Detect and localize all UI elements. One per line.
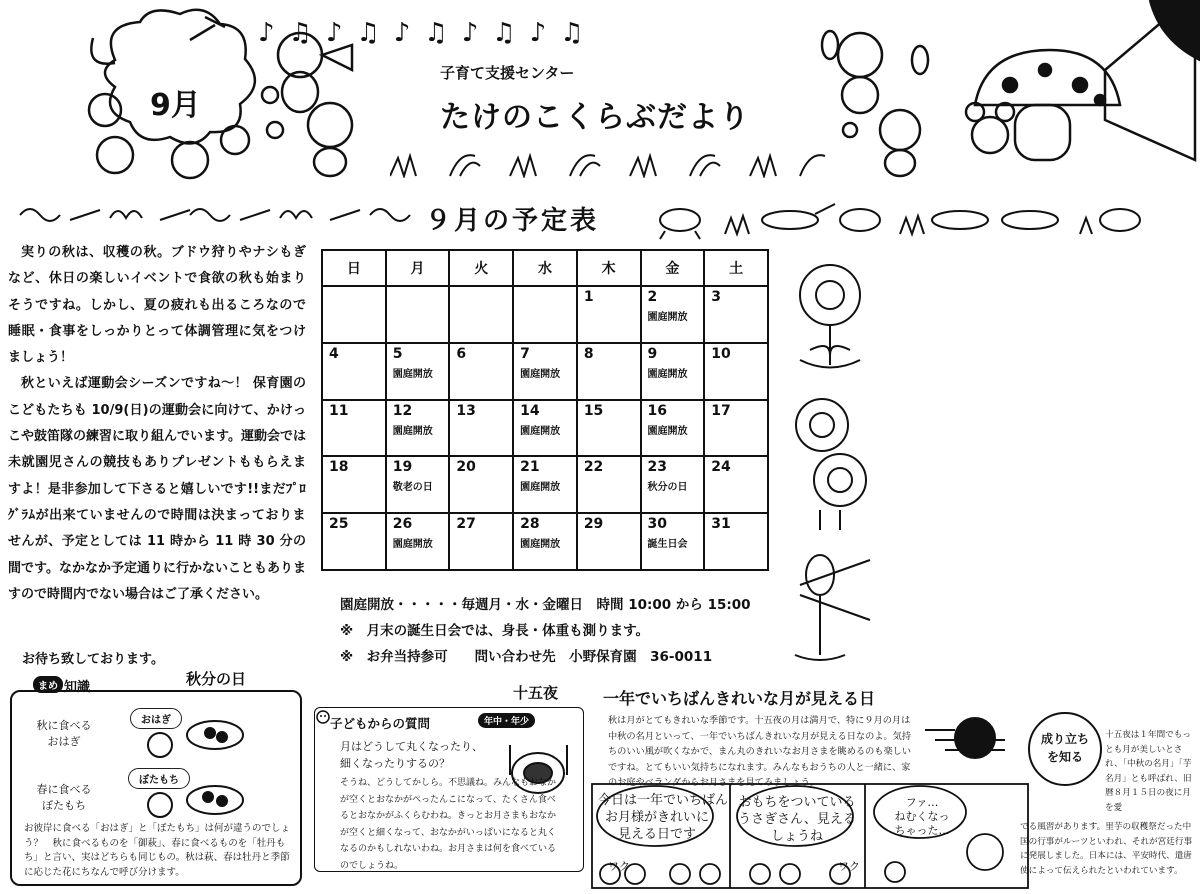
calendar-day-cell <box>577 286 641 343</box>
day-number: 2 <box>647 289 658 305</box>
comic-sfx: ワク <box>838 860 860 873</box>
origin-badge: 成り立ち を知る <box>1028 712 1102 786</box>
day-event: 園庭開放 <box>647 368 688 380</box>
origin-text: 十五夜は１年間でもっとも月が美しいとされ、「中秋の名月」「芋名月」とも呼ばれ、旧暦８月１５日の夜に月を愛 <box>1105 730 1192 813</box>
calendar-day-cell <box>449 513 513 570</box>
calendar-day-cell <box>386 400 450 457</box>
bug-decoration-right <box>650 196 1190 240</box>
calendar-day-cell <box>386 456 450 513</box>
question-badge: 年中・年少 <box>478 713 535 728</box>
speech-bubble-ohagi: おはぎ <box>130 708 182 729</box>
september-calendar <box>321 249 769 571</box>
calendar-day-cell <box>513 343 577 400</box>
comic-speech-1: 今日は一年でいちばん お月様がきれいに 見える日です <box>598 793 729 842</box>
day-number: 7 <box>520 345 530 362</box>
comic-speech-3: ファ… ねむくなっ ちゃった… <box>894 796 950 837</box>
calendar-day-cell <box>641 456 705 513</box>
calendar-week-row <box>322 343 768 400</box>
calendar-week-row <box>322 286 768 343</box>
day-event: 園庭開放 <box>520 539 561 551</box>
grass-decoration <box>390 148 830 178</box>
calendar-day-cell <box>322 400 386 457</box>
day-number: 27 <box>456 516 476 533</box>
music-notes: ♪♫♪♫♪♫♪♫♪♫ <box>258 18 598 48</box>
intro-paragraph-1: 実りの秋は、収穫の秋。ブドウ狩りやナシもぎなど、休日の楽しいイベントで食欲の秋も始まりそうですね。しかし、夏の疲れも出るころなので睡眠・食事をしっかりとって体調管理に気をつけましょう！ <box>8 245 306 366</box>
schedule-title: ９月の予定表 <box>425 206 600 236</box>
weekday-header: 金 <box>641 250 705 286</box>
day-event: 園庭開放 <box>392 425 433 437</box>
calendar-day-cell <box>577 343 641 400</box>
calendar-day-cell <box>386 286 450 343</box>
day-number: 17 <box>711 402 731 419</box>
day-number: 16 <box>647 402 667 419</box>
calendar-day-cell <box>449 286 513 343</box>
calendar-day-cell <box>641 513 705 570</box>
calendar-day-cell <box>449 456 513 513</box>
calendar-day-cell <box>577 400 641 457</box>
day-number: 15 <box>583 402 604 419</box>
calendar-day-cell <box>513 286 577 343</box>
day-number: 8 <box>583 345 594 362</box>
day-number: 19 <box>392 459 413 476</box>
speech-bubble-botamochi: ぼたもち <box>128 768 190 789</box>
knowledge-label: 知識 <box>64 680 91 695</box>
autumn-food-label: 秋に食べる おはぎ <box>36 719 92 748</box>
calendar-day-cell <box>577 513 641 570</box>
day-number: 14 <box>520 402 540 419</box>
calendar-day-cell <box>386 513 450 570</box>
comic-speech-2: おもちをついている うさぎさん、見える しょうね <box>738 795 856 844</box>
day-number: 11 <box>329 402 349 419</box>
day-event: 敬老の日 <box>392 482 433 494</box>
day-number: 31 <box>711 516 731 533</box>
ohagi-illustration <box>130 705 300 820</box>
day-number: 24 <box>711 459 731 476</box>
ribbon-decoration-left <box>10 200 420 230</box>
moon-title: 一年でいちばんきれいな月が見える日 <box>603 689 876 708</box>
calendar-day-cell <box>641 400 705 457</box>
newsletter-title: たけのこくらぶだより <box>440 100 750 135</box>
calendar-day-cell <box>704 513 768 570</box>
calendar-day-cell <box>449 343 513 400</box>
calendar-day-cell <box>386 343 450 400</box>
day-number: 26 <box>392 516 413 533</box>
day-event: 園庭開放 <box>647 425 688 437</box>
day-number: 23 <box>647 459 667 476</box>
intro-paragraph-2: 秋といえば運動会シーズンですね～！ 保育園のこどもたちも 10/9(日)の運動会に向けて、かけっこや鼓笛隊の練習に取り組んでいます。運動会では未就園児さんの競技もありプレゼントももらえますよ！是非参加して下さると嬉しいです!!まだﾌﾟﾛｸﾞﾗﾑが出来ていませんので時間は決まっておりませんが、予定としては 11 時から 11 時 30 分の間です。なかなか予定通りに行かないこともありますので時間内でない場合はご了承ください。 <box>8 376 306 602</box>
day-event: 園庭開放 <box>520 425 561 437</box>
origin-text-continued: でる風習があります。里芋の収穫祭だった中国の行事がルーツといわれ、それが宮廷行事に発展しました。日本には、平安時代、遣唐使によって伝えられたといわれています。 <box>1020 822 1193 876</box>
schedule-note: ※ 月末の誕生日会では、身長・体重も測ります。 <box>340 623 650 639</box>
knowledge-note: お彼岸に食べる「おはぎ」と「ぼたもち」は何が違うのでしょう？ 秋に食べるものを「御萩」、春に食べるものを「牡丹もち」と言い、実はどちらも同じもの。秋は萩、春は牡丹と季節に応じた花にちなんで呼び分けます。 <box>24 823 291 878</box>
moon-description: 秋は月がとてもきれいな季節です。十五夜の月は満月で、特に９月の月は中秋の名月といって、一年でいちばんきれいな月が見える日なのよ。気持ちのいい風が吹くなかで、まん丸のきれいなお月さまを眺めるのも楽しいですね。とてもいい気持ちになれます。みんなもおうちの人と一緒に、家のお庭やベランダからお月さまを見てみましょう。 <box>608 715 912 788</box>
schedule-note: 園庭開放・・・・・毎週月・水・金曜日 時間 10:00 から 15:00 <box>340 597 751 613</box>
calendar-week-row <box>322 400 768 457</box>
day-number: 3 <box>711 289 721 305</box>
flower-illustrations <box>780 255 890 675</box>
day-number: 13 <box>456 402 476 419</box>
knowledge-badge: まめ <box>33 676 63 693</box>
weekday-header: 土 <box>704 250 768 286</box>
day-number: 25 <box>329 516 349 533</box>
weekday-header: 木 <box>577 250 641 286</box>
calendar-day-cell <box>513 400 577 457</box>
center-name: 子育て支援センター <box>440 64 575 82</box>
schedule-note: ※ お弁当持参可 問い合わせ先 小野保育園 36-0011 <box>340 649 713 665</box>
weekday-header: 火 <box>449 250 513 286</box>
day-number: 20 <box>456 459 476 476</box>
calendar-day-cell <box>322 343 386 400</box>
calendar-day-cell <box>577 456 641 513</box>
calendar-week-row <box>322 513 768 570</box>
schedule-notes <box>340 592 751 670</box>
weekday-header-row <box>322 250 768 286</box>
day-number: 4 <box>329 345 339 362</box>
day-event: 園庭開放 <box>392 368 433 380</box>
spring-food-label: 春に食べる ぼたもち <box>36 783 92 812</box>
day-event: 園庭開放 <box>520 368 561 380</box>
day-event: 園庭開放 <box>392 539 433 551</box>
question-answer: そうね、どうしてかしら。不思議ね。みんなもおなかが空くとおなかがぺったんこになって、たくさん食べるとおなかがふくらむわね。きっとお月さまもおなかが空くと細くなって、おなかがいっぱいになると丸くなるのかもしれないわね。お月さまは何を食べているのでしょうね。 <box>340 778 557 871</box>
weekday-header: 月 <box>386 250 450 286</box>
calendar-day-cell <box>641 286 705 343</box>
day-number: 1 <box>583 289 594 305</box>
day-number: 12 <box>392 402 413 419</box>
comic-sfx: ワク <box>608 860 630 873</box>
weekday-header: 水 <box>513 250 577 286</box>
day-event: 秋分の日 <box>647 482 688 494</box>
calendar-week-row <box>322 456 768 513</box>
calendar-day-cell <box>704 343 768 400</box>
question-header: 子どもからの質問 <box>330 716 431 731</box>
child-question: 月はどうして丸くなったり、 細くなったりするの？ <box>340 740 483 770</box>
day-event: 誕生日会 <box>647 539 688 551</box>
month-label: 9月 <box>150 88 201 123</box>
calendar-day-cell <box>704 286 768 343</box>
calendar-day-cell <box>322 513 386 570</box>
day-event: 園庭開放 <box>520 482 561 494</box>
calendar-day-cell <box>322 456 386 513</box>
calendar-day-cell <box>513 456 577 513</box>
day-number: 29 <box>583 516 604 533</box>
day-number: 6 <box>456 345 467 362</box>
day-number: 18 <box>329 459 349 476</box>
day-number: 22 <box>583 459 604 476</box>
jugoya-heading: 十五夜 <box>513 684 559 702</box>
closing-line: お待ち致しております。 <box>22 652 164 667</box>
day-number: 30 <box>647 516 667 533</box>
day-number: 9 <box>647 345 658 362</box>
smiley-icon <box>316 710 330 724</box>
moon-cloud-illustration <box>925 710 1025 770</box>
day-number: 5 <box>392 345 403 362</box>
day-number: 28 <box>520 516 540 533</box>
calendar-day-cell <box>641 343 705 400</box>
day-number: 10 <box>711 345 731 362</box>
intro-text <box>8 240 306 608</box>
calendar-day-cell <box>513 513 577 570</box>
weekday-header: 日 <box>322 250 386 286</box>
day-event: 園庭開放 <box>647 312 688 323</box>
knowledge-title: 秋分の日 <box>186 670 247 688</box>
calendar-day-cell <box>322 286 386 343</box>
calendar-day-cell <box>704 456 768 513</box>
day-number: 21 <box>520 459 540 476</box>
calendar-day-cell <box>449 400 513 457</box>
calendar-day-cell <box>704 400 768 457</box>
